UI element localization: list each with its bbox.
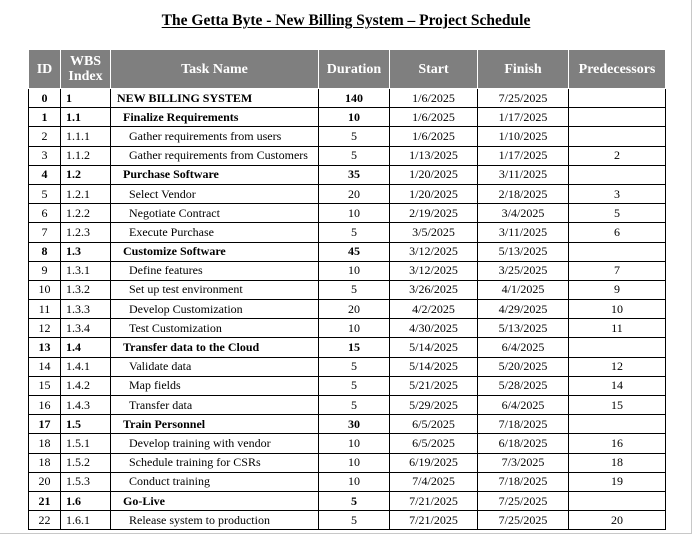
cell-wbs: 1.1.1: [61, 127, 111, 146]
header-wbs-line2: Index: [68, 69, 103, 84]
cell-start: 2/19/2025: [390, 204, 478, 223]
cell-id: 1: [29, 108, 61, 127]
cell-start: 1/20/2025: [390, 184, 478, 203]
cell-id: 21: [29, 491, 61, 510]
cell-duration: 5: [319, 223, 390, 242]
table-row: [29, 184, 666, 203]
cell-predecessors: 9: [569, 280, 666, 299]
header-start: Start: [390, 50, 478, 89]
cell-finish: 4/29/2025: [478, 300, 569, 319]
cell-start: 1/6/2025: [390, 108, 478, 127]
cell-duration: 35: [319, 165, 390, 184]
cell-task-name: Release system to production: [111, 511, 319, 530]
cell-duration: 5: [319, 357, 390, 376]
cell-duration: 20: [319, 184, 390, 203]
cell-id: 10: [29, 280, 61, 299]
table-row: [29, 204, 666, 223]
cell-task-name: Go-Live: [111, 491, 319, 510]
cell-finish: 6/4/2025: [478, 338, 569, 357]
cell-start: 5/14/2025: [390, 338, 478, 357]
cell-duration: 5: [319, 376, 390, 395]
cell-predecessors: [569, 127, 666, 146]
cell-id: 18: [29, 434, 61, 453]
cell-id: 20: [29, 472, 61, 491]
cell-task-name: Negotiate Contract: [111, 204, 319, 223]
cell-duration: 5: [319, 280, 390, 299]
cell-id: 22: [29, 511, 61, 530]
header-predecessors: Predecessors: [569, 50, 666, 89]
cell-task-name: Develop Customization: [111, 300, 319, 319]
cell-finish: 3/11/2025: [478, 165, 569, 184]
cell-predecessors: 12: [569, 357, 666, 376]
cell-start: 6/5/2025: [390, 434, 478, 453]
cell-start: 3/5/2025: [390, 223, 478, 242]
cell-wbs: 1.2.2: [61, 204, 111, 223]
table-row: [29, 396, 666, 415]
cell-predecessors: [569, 165, 666, 184]
table-row: [29, 261, 666, 280]
cell-wbs: 1.5.3: [61, 472, 111, 491]
cell-duration: 5: [319, 396, 390, 415]
cell-predecessors: [569, 108, 666, 127]
cell-task-name: Validate data: [111, 357, 319, 376]
project-schedule-table: [28, 49, 666, 530]
cell-finish: 4/1/2025: [478, 280, 569, 299]
cell-id: 0: [29, 89, 61, 108]
cell-id: 16: [29, 396, 61, 415]
cell-wbs: 1.2.1: [61, 184, 111, 203]
table-row: [29, 242, 666, 261]
table-row: [29, 376, 666, 395]
cell-predecessors: 5: [569, 204, 666, 223]
cell-finish: 7/18/2025: [478, 415, 569, 434]
cell-predecessors: 11: [569, 319, 666, 338]
cell-start: 7/4/2025: [390, 472, 478, 491]
cell-wbs: 1.1: [61, 108, 111, 127]
cell-predecessors: 14: [569, 376, 666, 395]
cell-task-name: Transfer data to the Cloud: [111, 338, 319, 357]
cell-start: 3/12/2025: [390, 242, 478, 261]
cell-id: 12: [29, 319, 61, 338]
cell-duration: 10: [319, 108, 390, 127]
cell-finish: 2/18/2025: [478, 184, 569, 203]
header-wbs: [61, 50, 111, 89]
cell-wbs: 1: [61, 89, 111, 108]
cell-finish: 3/4/2025: [478, 204, 569, 223]
cell-finish: 1/17/2025: [478, 108, 569, 127]
cell-id: 9: [29, 261, 61, 280]
cell-task-name: Gather requirements from Customers: [111, 146, 319, 165]
cell-task-name: Gather requirements from users: [111, 127, 319, 146]
header-row: [29, 50, 666, 89]
cell-wbs: 1.2.3: [61, 223, 111, 242]
cell-start: 7/21/2025: [390, 491, 478, 510]
cell-duration: 10: [319, 319, 390, 338]
cell-task-name: Train Personnel: [111, 415, 319, 434]
cell-duration: 20: [319, 300, 390, 319]
cell-start: 1/20/2025: [390, 165, 478, 184]
cell-task-name: Define features: [111, 261, 319, 280]
table-row: [29, 146, 666, 165]
table-body: [29, 89, 666, 530]
cell-predecessors: 6: [569, 223, 666, 242]
cell-id: 6: [29, 204, 61, 223]
cell-predecessors: 3: [569, 184, 666, 203]
cell-predecessors: 20: [569, 511, 666, 530]
cell-id: 2: [29, 127, 61, 146]
cell-wbs: 1.6.1: [61, 511, 111, 530]
cell-start: 4/30/2025: [390, 319, 478, 338]
cell-predecessors: 18: [569, 453, 666, 472]
table-row: [29, 127, 666, 146]
cell-duration: 5: [319, 127, 390, 146]
cell-predecessors: 10: [569, 300, 666, 319]
cell-duration: 10: [319, 204, 390, 223]
cell-predecessors: 7: [569, 261, 666, 280]
header-finish: Finish: [478, 50, 569, 89]
header-id: ID: [29, 50, 61, 89]
cell-id: 13: [29, 338, 61, 357]
cell-task-name: Test Customization: [111, 319, 319, 338]
cell-finish: 3/25/2025: [478, 261, 569, 280]
cell-task-name: Map fields: [111, 376, 319, 395]
cell-finish: 3/11/2025: [478, 223, 569, 242]
cell-predecessors: 15: [569, 396, 666, 415]
cell-wbs: 1.5: [61, 415, 111, 434]
cell-task-name: Execute Purchase: [111, 223, 319, 242]
cell-predecessors: [569, 89, 666, 108]
table-row: [29, 280, 666, 299]
cell-finish: 5/20/2025: [478, 357, 569, 376]
cell-id: 5: [29, 184, 61, 203]
cell-finish: 6/18/2025: [478, 434, 569, 453]
cell-finish: 5/13/2025: [478, 319, 569, 338]
cell-finish: 7/3/2025: [478, 453, 569, 472]
cell-task-name: Develop training with vendor: [111, 434, 319, 453]
document-title: [0, 12, 692, 30]
cell-finish: 6/4/2025: [478, 396, 569, 415]
cell-id: 4: [29, 165, 61, 184]
cell-wbs: 1.4.3: [61, 396, 111, 415]
table-row: [29, 453, 666, 472]
cell-wbs: 1.4.1: [61, 357, 111, 376]
cell-start: 6/19/2025: [390, 453, 478, 472]
cell-id: 14: [29, 357, 61, 376]
header-wbs-line1: WBS: [69, 54, 102, 69]
cell-duration: 30: [319, 415, 390, 434]
cell-id: 7: [29, 223, 61, 242]
header-task-name: Task Name: [111, 50, 319, 89]
cell-duration: 5: [319, 491, 390, 510]
cell-duration: 10: [319, 453, 390, 472]
cell-duration: 10: [319, 472, 390, 491]
table-row: [29, 491, 666, 510]
table-row: [29, 223, 666, 242]
table-row: [29, 357, 666, 376]
cell-wbs: 1.3.4: [61, 319, 111, 338]
table-row: [29, 319, 666, 338]
cell-wbs: 1.5.1: [61, 434, 111, 453]
cell-predecessors: 2: [569, 146, 666, 165]
cell-finish: 7/25/2025: [478, 491, 569, 510]
cell-id: 17: [29, 415, 61, 434]
cell-task-name: Customize Software: [111, 242, 319, 261]
cell-task-name: Transfer data: [111, 396, 319, 415]
cell-id: 8: [29, 242, 61, 261]
cell-finish: 5/13/2025: [478, 242, 569, 261]
cell-duration: 5: [319, 146, 390, 165]
cell-duration: 10: [319, 434, 390, 453]
table-row: [29, 108, 666, 127]
table-row: [29, 89, 666, 108]
cell-predecessors: [569, 338, 666, 357]
cell-start: 5/21/2025: [390, 376, 478, 395]
cell-wbs: 1.3: [61, 242, 111, 261]
cell-start: 5/14/2025: [390, 357, 478, 376]
table-row: [29, 338, 666, 357]
cell-duration: 15: [319, 338, 390, 357]
cell-wbs: 1.5.2: [61, 453, 111, 472]
cell-duration: 5: [319, 511, 390, 530]
cell-start: 1/6/2025: [390, 89, 478, 108]
cell-predecessors: 16: [569, 434, 666, 453]
cell-task-name: Select Vendor: [111, 184, 319, 203]
header-duration: Duration: [319, 50, 390, 89]
cell-wbs: 1.3.2: [61, 280, 111, 299]
cell-task-name: Conduct training: [111, 472, 319, 491]
cell-duration: 10: [319, 261, 390, 280]
cell-start: 1/13/2025: [390, 146, 478, 165]
cell-finish: 7/25/2025: [478, 511, 569, 530]
cell-predecessors: [569, 242, 666, 261]
cell-duration: 140: [319, 89, 390, 108]
cell-predecessors: 19: [569, 472, 666, 491]
cell-id: 15: [29, 376, 61, 395]
cell-finish: 5/28/2025: [478, 376, 569, 395]
title-text: The Getta Byte - New Billing System – Project Schedule: [161, 12, 531, 29]
cell-start: 5/29/2025: [390, 396, 478, 415]
cell-id: 11: [29, 300, 61, 319]
cell-start: 7/21/2025: [390, 511, 478, 530]
cell-task-name: NEW BILLING SYSTEM: [111, 89, 319, 108]
cell-wbs: 1.4: [61, 338, 111, 357]
cell-task-name: Schedule training for CSRs: [111, 453, 319, 472]
cell-wbs: 1.1.2: [61, 146, 111, 165]
cell-wbs: 1.4.2: [61, 376, 111, 395]
cell-predecessors: [569, 491, 666, 510]
cell-wbs: 1.6: [61, 491, 111, 510]
cell-task-name: Purchase Software: [111, 165, 319, 184]
cell-start: 6/5/2025: [390, 415, 478, 434]
cell-task-name: Finalize Requirements: [111, 108, 319, 127]
cell-id: 3: [29, 146, 61, 165]
cell-finish: 7/18/2025: [478, 472, 569, 491]
table-row: [29, 415, 666, 434]
cell-finish: 7/25/2025: [478, 89, 569, 108]
cell-start: 3/12/2025: [390, 261, 478, 280]
cell-start: 4/2/2025: [390, 300, 478, 319]
table-row: [29, 165, 666, 184]
cell-wbs: 1.2: [61, 165, 111, 184]
cell-predecessors: [569, 415, 666, 434]
table-row: [29, 511, 666, 530]
cell-id: 18: [29, 453, 61, 472]
cell-start: 1/6/2025: [390, 127, 478, 146]
cell-finish: 1/17/2025: [478, 146, 569, 165]
cell-duration: 45: [319, 242, 390, 261]
cell-wbs: 1.3.1: [61, 261, 111, 280]
cell-start: 3/26/2025: [390, 280, 478, 299]
table-row: [29, 300, 666, 319]
table-row: [29, 472, 666, 491]
cell-finish: 1/10/2025: [478, 127, 569, 146]
cell-wbs: 1.3.3: [61, 300, 111, 319]
table-row: [29, 434, 666, 453]
cell-task-name: Set up test environment: [111, 280, 319, 299]
